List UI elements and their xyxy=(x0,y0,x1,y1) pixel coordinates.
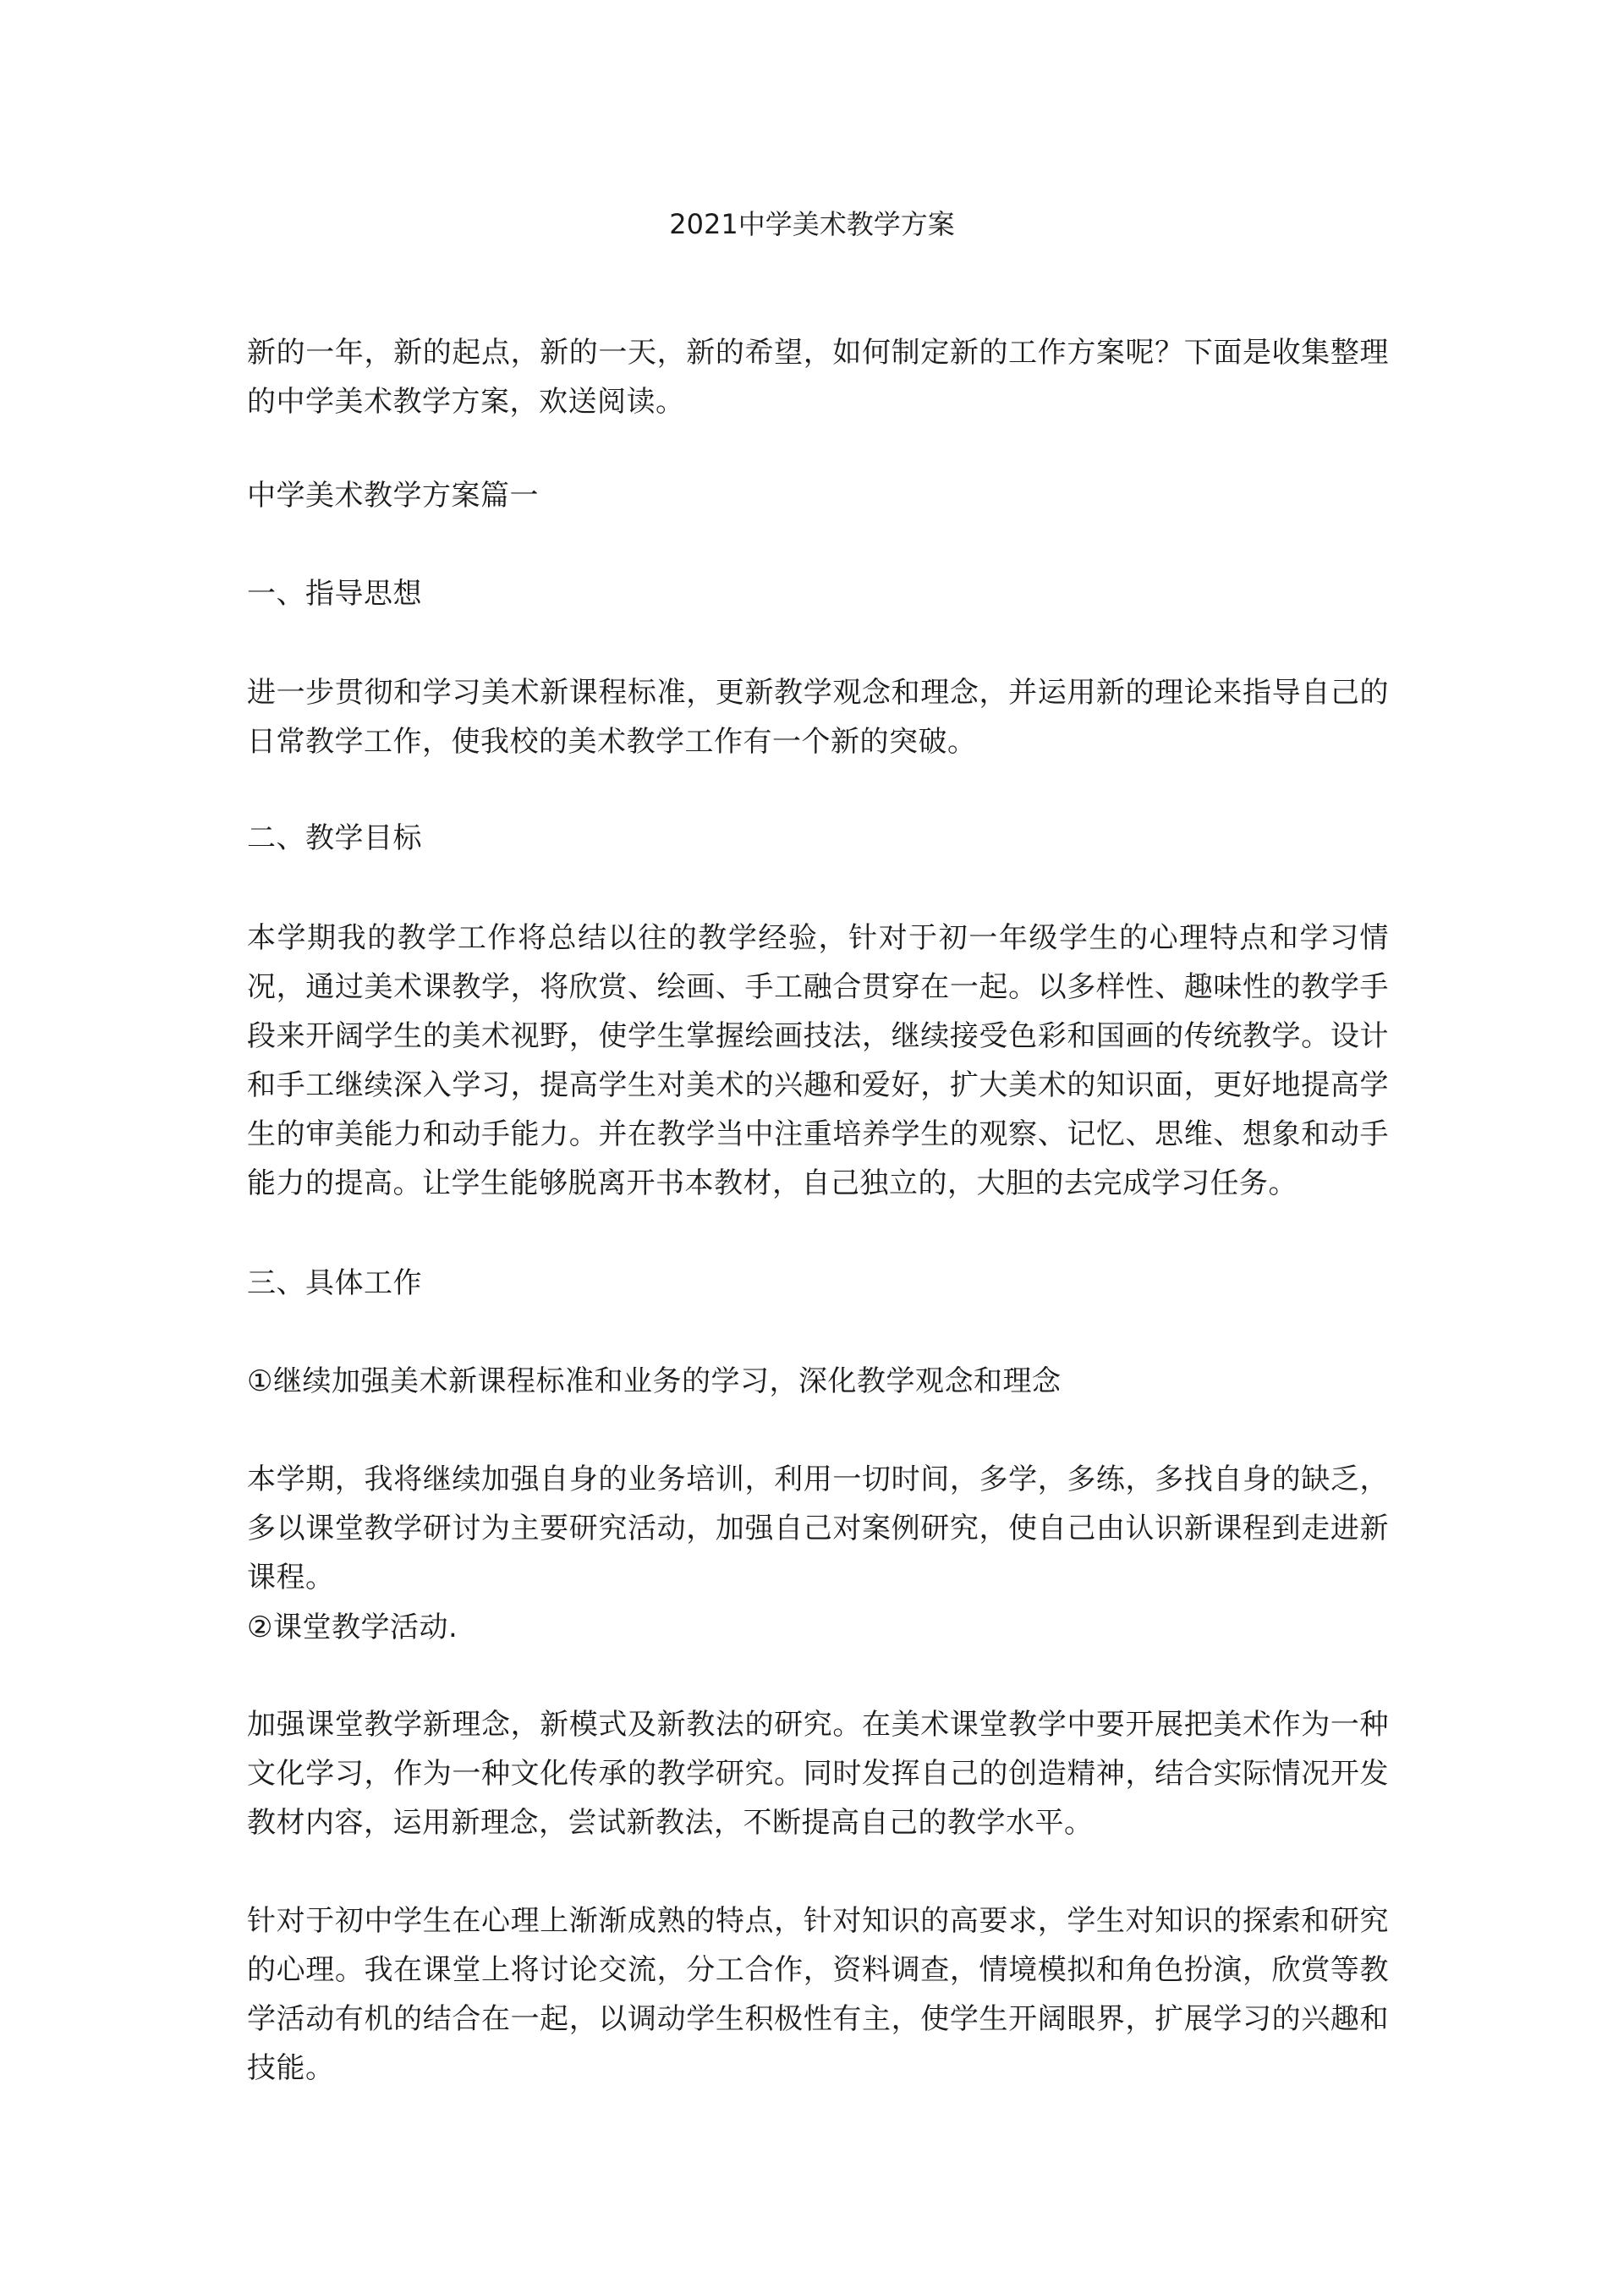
heading-teaching-goals: 二、教学目标 xyxy=(247,821,422,855)
heading-specific-work: 三、具体工作 xyxy=(247,1266,422,1300)
paragraph-student-psychology: 针对于初中学生在心理上渐渐成熟的特点，针对知识的高要求，学生对知识的探索和研究的心理。我在课堂上将讨论交流，分工合作，资料调查，情境模拟和角色扮演，欣赏等教学活动有机的结合在一起，以调动学生积极性有主，使学生开阔眼界，扩展学习的兴趣和技能。 xyxy=(247,1904,1389,2085)
section-heading-part-one: 中学美术教学方案篇一 xyxy=(247,479,539,513)
subheading-item-1: ①继续加强美术新课程标准和业务的学习，深化教学观念和理念 xyxy=(247,1364,1062,1398)
paragraph-classroom-teaching: 加强课堂教学新理念，新模式及新教法的研究。在美术课堂教学中要开展把美术作为一种文化学习，作为一种文化传承的教学研究。同时发挥自己的创造精神，结合实际情况开发教材内容，运用新理念，尝试新教法，不断提高自己的教学水平。 xyxy=(247,1708,1389,1840)
paragraph-guiding-ideology: 进一步贯彻和学习美术新课程标准，更新教学观念和理念，并运用新的理论来指导自己的日常教学工作，使我校的美术教学工作有一个新的突破。 xyxy=(247,676,1389,759)
heading-guiding-ideology: 一、指导思想 xyxy=(247,577,422,611)
subheading-item-2: ②课堂教学活动. xyxy=(247,1611,458,1644)
paragraph-teaching-goals: 本学期我的教学工作将总结以往的教学经验，针对于初一年级学生的心理特点和学习情况，通过美术课教学，将欣赏、绘画、手工融合贯穿在一起。以多样性、趣味性的教学手段来开阔学生的美术视野，使学生掌握绘画技法，继续接受色彩和国画的传统教学。设计和手工继续深入学习，提高学生对美术的兴趣和爱好，扩大美术的知识面，更好地提高学生的审美能力和动手能力。并在教学当中注重培养学生的观察、记忆、思维、想象和动手能力的提高。让学生能够脱离开书本教材，自己独立的，大胆的去完成学习任务。 xyxy=(247,921,1389,1200)
paragraph-item-1: 本学期，我将继续加强自身的业务培训，利用一切时间，多学，多练，多找自身的缺乏，多以课堂教学研讨为主要研究活动，加强自己对案例研究，使自己由认识新课程到走进新课程。 xyxy=(247,1463,1389,1594)
intro-paragraph: 新的一年，新的起点，新的一天，新的希望，如何制定新的工作方案呢？下面是收集整理的中学美术教学方案，欢送阅读。 xyxy=(247,336,1389,419)
document-title: 2021中学美术教学方案 xyxy=(669,208,955,240)
